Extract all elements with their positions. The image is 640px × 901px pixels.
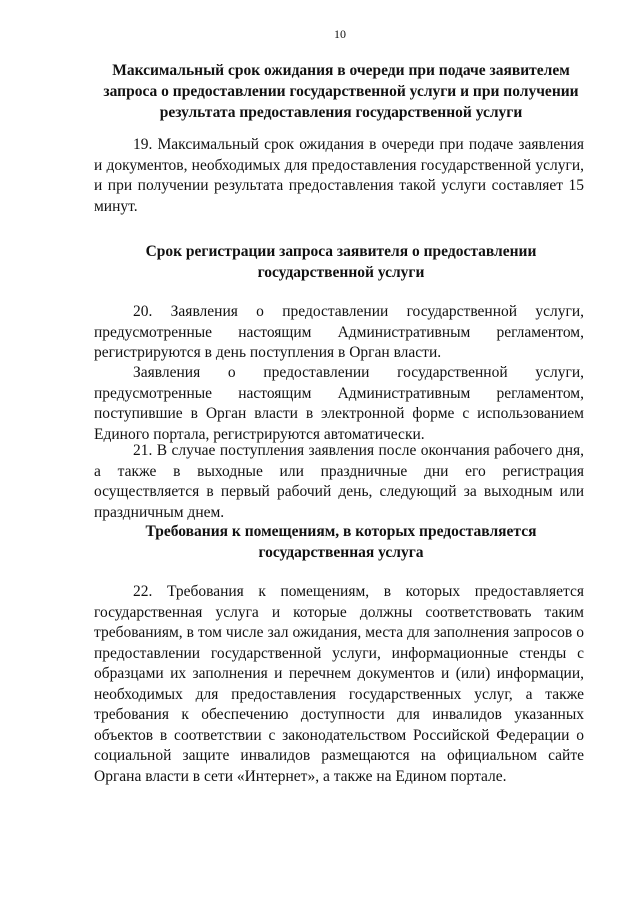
paragraph-19: 19. Максимальный срок ожидания в очереди при подаче заявления и документов, необходимых для предоставления государственной услуги, и при получении результата предоставления такой услуги составляет 15 минут. bbox=[94, 136, 584, 215]
section-heading-registration: Срок регистрации запроса заявителя о предоставлении государственной услуги bbox=[145, 243, 537, 281]
paragraph-20: 20. Заявления о предоставлении государственной услуги, предусмотренные настоящим Административным регламентом, регистрируются в день поступления в Орган власти. bbox=[94, 303, 584, 361]
section-heading-premises: Требования к помещениям, в которых предоставляется государственная услуга bbox=[145, 523, 537, 561]
page-number: 10 bbox=[334, 27, 346, 41]
section-heading-queue-time: Максимальный срок ожидания в очереди при подаче заявителем запроса о предоставлении государственной услуги и при получении результата предоставления государственной услуги bbox=[103, 62, 579, 121]
paragraph-20-electronic: Заявления о предоставлении государственной услуги, предусмотренные настоящим Административным регламентом, поступившие в Орган власти в электронной форме с использованием Единого портала, регистрируются автоматически. bbox=[94, 364, 584, 443]
paragraph-22: 22. Требования к помещениям, в которых предоставляется государственная услуга и которые должны соответствовать таким требованиям, в том числе зал ожидания, места для заполнения запросов о предоставлении государственной услуги, информационные стенды с образцами их заполнения и перечнем документов и (или) информации, необходимых для предоставления государственных услуг, а также требования к обеспечению доступности для инвалидов указанных объектов в соответствии с законодательством Российской Федерации о социальной защите инвалидов размещаются на официальном сайте Органа власти в сети «Интернет», а также на Едином портале. bbox=[94, 583, 584, 785]
paragraph-21: 21. В случае поступления заявления после окончания рабочего дня, а также в выходные или праздничные дни его регистрация осуществляется в первый рабочий день, следующий за выходным или праздничным днем. bbox=[94, 442, 584, 521]
